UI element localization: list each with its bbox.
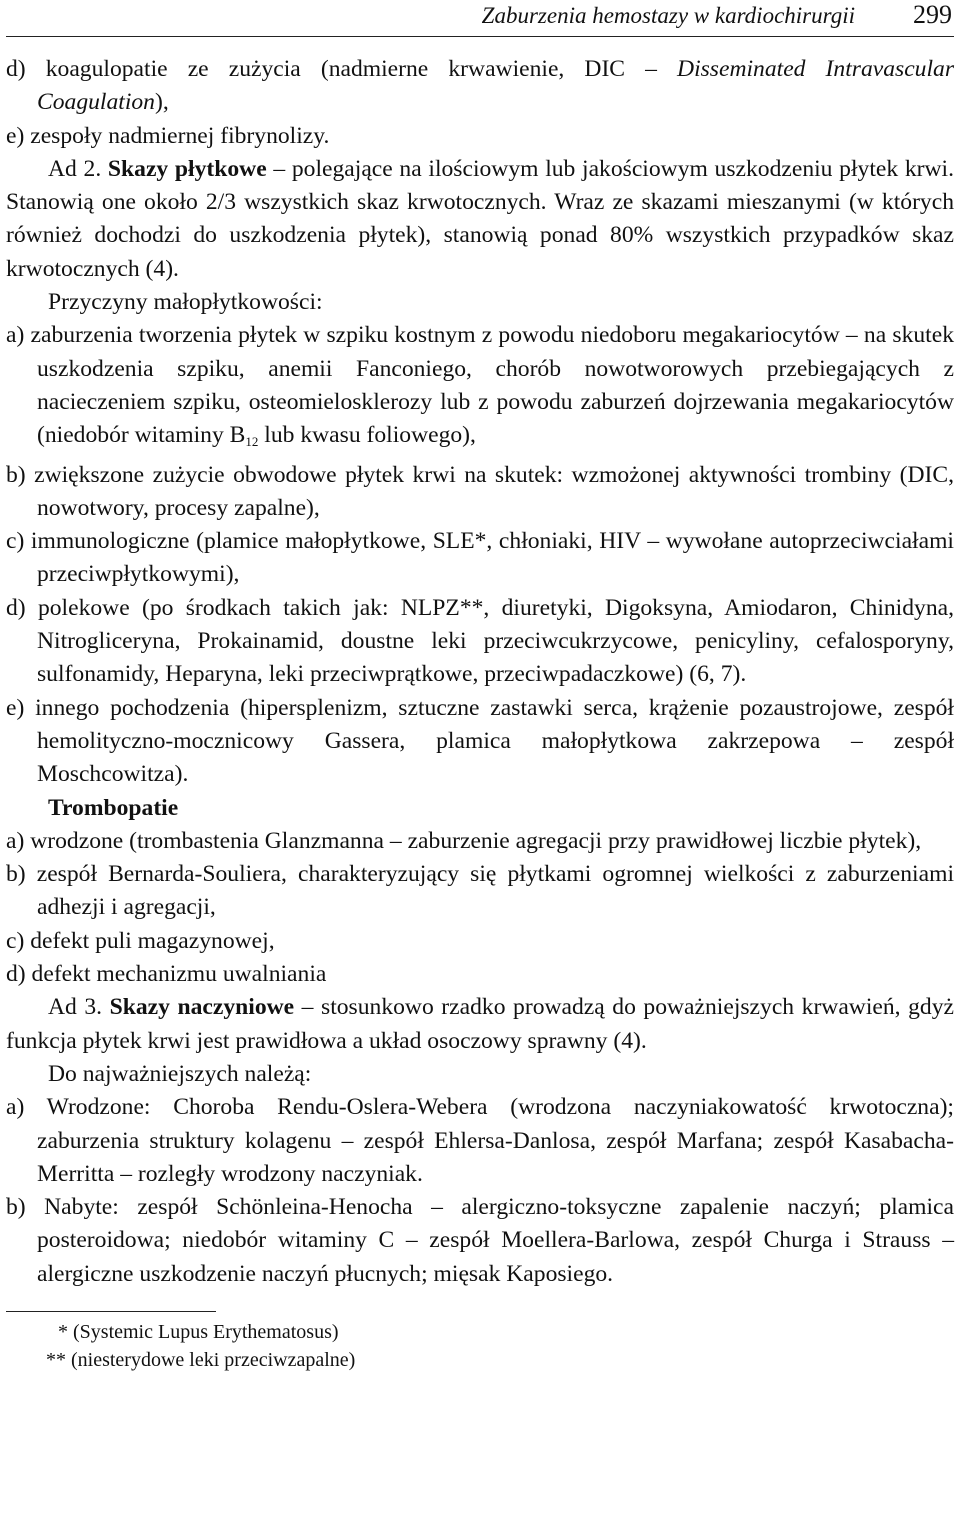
list-item-d-koagulopatie: d) koagulopatie ze zużycia (nadmierne krwawienie, DIC – Disseminated Intravascular Coagulation), [6,56,955,116]
footnotes [6,1318,954,1374]
list-item-e-fibrynoliza: e) zespoły nadmiernej fibrynolizy. [6,122,330,149]
footnote-sle: * (Systemic Lupus Erythematosus) [58,1320,339,1343]
paragraph-przyczyny: Przyczyny małopłytkowości: [48,289,323,316]
paragraph-ad3: Ad 3. Skazy naczyniowe – stosunkowo rzadko prowadzą do poważniejszych krwawień, gdyż funkcja płytek krwi jest prawidłowa a układ osoczowy sprawny (4). [6,994,954,1054]
list-item-b-bernard-soulier: b) zespół Bernarda-Souliera, charakteryzujący się płytkami ogromnej wielkości z zaburzeniami adhezji i agregacji, [6,861,954,921]
list-item-e-innego: e) innego pochodzenia (hipersplenizm, sztuczne zastawki serca, krążenie pozaustrojowe, zespół hemolityczno-mocznicowy Gassera, plamica małopłytkowa zakrzepowa – zespół Moschcowitza). [6,694,954,788]
list-item-a-wrodzone: a) wrodzone (trombastenia Glanzmanna – zaburzenie agregacji przy prawidłowej liczbie płytek), [6,827,922,854]
list-item-a-wrodzone-naczyniowe: a) Wrodzone: Choroba Rendu-Oslera-Webera (wrodzona naczyniakowatość krwotoczna); zaburzenia struktury kolagenu – zespół Ehlersa-Danlosa, zespół Marfana; zespół Kasabacha-Merritta – rozległy wrodzony naczyniak. [6,1094,954,1187]
term-skazy-plytkowe: Skazy płytkowe [107,155,267,182]
running-header [6,0,954,36]
term-skazy-naczyniowe: Skazy naczyniowe [109,994,295,1021]
list-item-d-defekt-mechanizmu: d) defekt mechanizmu uwalniania [6,961,327,988]
header-rule [6,36,954,37]
footnote-rule [6,1311,216,1312]
list-item-a-zaburzenia: a) zaburzenia tworzenia płytek w szpiku kostnym z powodu niedoboru megakariocytów – na skutek uszkodzenia szpiku, anemii Fanconiego, chorób nowotworowych przebiegających z nacieczeniem szpiku, osteomielosklerozy lub z powodu zaburzeń dojrzewania megakariocytów (niedobór witaminy $B_{12}$ lub kwasu foliowego), [6,322,954,450]
list-item-c-defekt-puli: c) defekt puli magazynowej, [6,927,275,954]
list-item-b-nabyte: b) Nabyte: zespół Schönleina-Henocha – alergiczno-toksyczne zapalenie naczyń; plamica posteroidowa; niedobór witaminy C – zespół Moellera-Barlowa, zespół Churga i Strauss – alergiczne uszkodzenie naczyń płucnych; mięsak Kaposiego. [6,1194,954,1287]
paragraph-ad2: Ad 2. Skazy płytkowe – polegające na ilościowym lub jakościowym uszkodzeniu płytek krwi. Stanowią one około 2/3 wszystkich skaz krwotocznych. Wraz ze skazami mieszanymi (w których również dochodzi do uszkodzenia płytek), stanowią ponad 80% wszystkich przypadków skaz krwotocznych (4). [6,155,954,282]
footnote-nlpz: ** (niesterydowe leki przeciwzapalne) [46,1348,356,1371]
page-number: 299 [913,0,952,29]
paragraph-do-najwazniejszych: Do najważniejszych należą: [48,1060,312,1087]
list-item-d-polekowe: d) polekowe (po środkach takich jak: NLPZ**, diuretyki, Digoksyna, Amiodaron, Chinidyna, Nitrogliceryna, Prokainamid, doustne leki przeciwcukrzycowe, penicyliny, cefalosporyny, sulfonamidy, Heparyna, leki przeciwprątkowe, przeciwpadaczkowe) (6, 7). [6,594,954,688]
list-item-c-immunologiczne: c) immunologiczne (plamice małopłytkowe, SLE*, chłoniaki, HIV – wywołane autoprzeciwciałami przeciwpłytkowymi), [6,528,954,588]
list-item-b-zuzycie: b) zwiększone zużycie obwodowe płytek krwi na skutek: wzmożonej aktywności trombiny (DIC, nowotwory, procesy zapalne), [6,461,954,521]
running-title: Zaburzenia hemostazy w kardiochirurgii [481,3,855,28]
heading-trombopatie: Trombopatie [48,794,179,821]
body-text [6,53,954,1291]
